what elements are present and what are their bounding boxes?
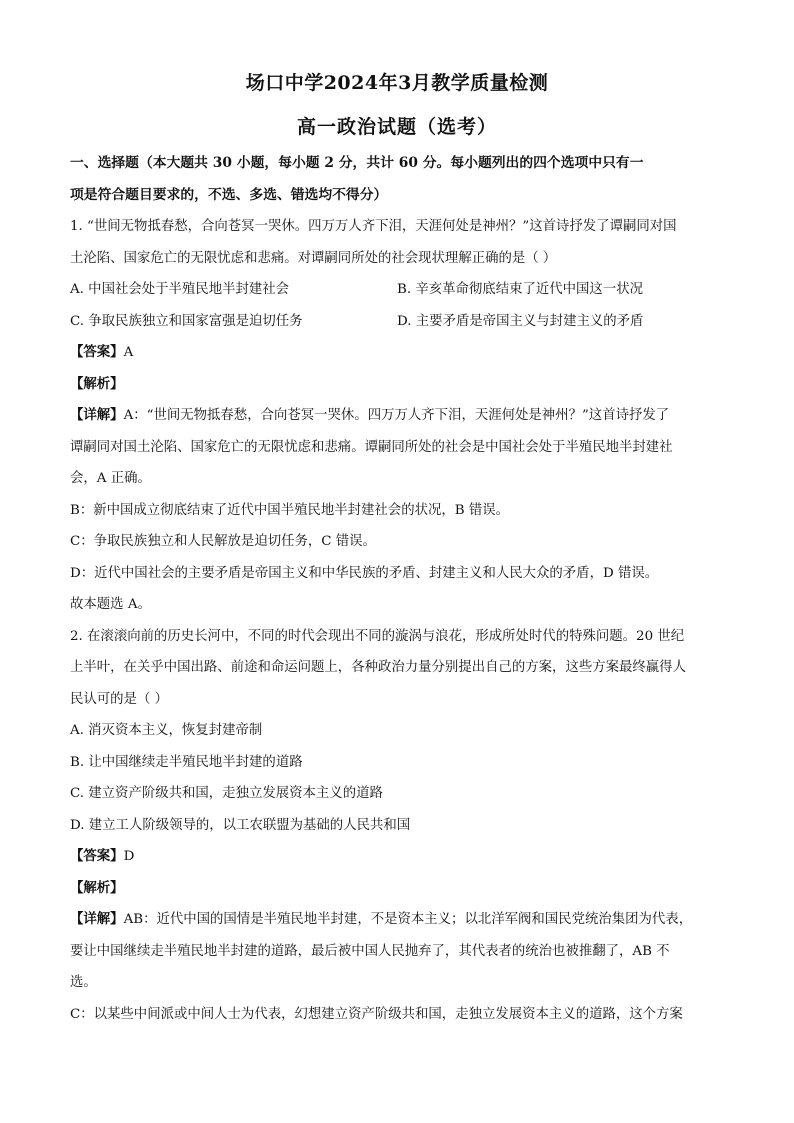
q2-detail-line-3: 选。: [70, 975, 97, 990]
q2-answer: [70, 841, 724, 873]
document-body: [70, 148, 724, 1030]
q2-detail-text-1: AB：近代中国的国情是半殖民地半封建，不是资本主义；以北洋军阀和国民党统治集团为代表，: [123, 912, 693, 927]
q2-stem-line-1: 2. 在滚滚向前的历史长河中，不同的时代会现出不同的漩涡与浪花，形成所处时代的特殊问题。20 世纪: [70, 628, 685, 644]
document-subtitle: 高一政治试题（选考）: [296, 116, 497, 138]
q1-detail-line-1: [70, 400, 724, 432]
q2-analysis-tag: 【解析】: [70, 879, 124, 896]
q1-conclusion: 故本题选 A。: [70, 597, 151, 612]
q1-detail-line-3: 会，A 正确。: [70, 471, 151, 486]
q2-option-c: C. 建立资产阶级共和国，走独立发展资本主义的道路: [70, 786, 383, 801]
q1-detail-line-2: 谭嗣同对国土沦陷、国家危亡的无限忧虑和悲痛。谭嗣同所处的社会是中国社会处于半殖民地半封建社: [70, 439, 673, 455]
q1-options-row-1: [70, 274, 724, 306]
q2-option-b: B. 让中国继续走半殖民地半封建的道路: [70, 754, 303, 770]
q2-answer-value: D: [123, 849, 135, 864]
q1-option-d: D. 主要矛盾是帝国主义与封建主义的矛盾: [397, 313, 644, 329]
q1-detail-tag: 【详解】: [70, 407, 124, 423]
q2-answer-tag: 【答案】: [70, 848, 124, 864]
q1-detail-d: D：近代中国社会的主要矛盾是帝国主义和中华民族的矛盾、封建主义和人民大众的矛盾，D 错误。: [70, 565, 659, 581]
document-title: 场口中学2024年3月教学质量检测: [245, 72, 549, 94]
q2-option-a: A. 消灭资本主义，恢复封建帝制: [70, 723, 263, 738]
q2-detail-tag: 【详解】: [70, 911, 124, 927]
q1-answer: [70, 337, 724, 369]
q1-option-c: C. 争取民族独立和国家富强是迫切任务: [70, 313, 303, 329]
q1-detail-c: C：争取民族独立和人民解放是迫切任务，C 错误。: [70, 534, 376, 549]
section-heading-line-2: 项是符合题目要求的，不选、多选、错选均不得分）: [70, 186, 388, 203]
q1-detail-text-1: A：“世间无物抵春愁，合向苍冥一哭休。四万万人齐下泪，天涯何处是神州？”这首诗抒发了: [123, 408, 670, 423]
q1-answer-tag: 【答案】: [70, 344, 124, 360]
q1-detail-b: B：新中国成立彻底结束了近代中国半殖民地半封建社会的状况，B 错误。: [70, 502, 510, 518]
q1-option-b: B. 辛亥革命彻底结束了近代中国这一状况: [397, 282, 643, 297]
q2-stem-line-3: 民认可的是（ ）: [70, 691, 168, 707]
q1-stem-line-2: 土沦陷、国家危亡的无限忧虑和悲痛。对谭嗣同所处的社会现状理解正确的是（ ）: [70, 250, 557, 266]
q2-detail-line-1: [70, 904, 724, 936]
q1-options-row-2: [70, 306, 724, 338]
q1-stem-line-1: 1. “世间无物抵春愁，合向苍冥一哭休。四万万人齐下泪，天涯何处是神州？”这首诗抒发了谭嗣同对国: [70, 219, 677, 234]
q1-analysis-tag: 【解析】: [70, 375, 124, 392]
q2-stem-line-2: 上半叶，在关乎中国出路、前途和命运问题上，各种政治力量分别提出自己的方案，这些方案最终赢得人: [70, 660, 686, 675]
q2-detail-line-4: C：以某些中间派或中间人士为代表，幻想建立资产阶级共和国，走独立发展资本主义的道路，这个方案: [70, 1006, 683, 1022]
q1-option-a: A. 中国社会处于半殖民地半封建社会: [70, 282, 290, 297]
q1-answer-value: A: [123, 345, 134, 360]
section-heading-line-1: 一、选择题（本大题共 30 小题，每小题 2 分，共计 60 分。每小题列出的四个选项中只有一: [70, 155, 644, 171]
q2-option-d: D. 建立工人阶级领导的，以工农联盟为基础的人民共和国: [70, 817, 411, 833]
q2-detail-line-2: 要让中国继续走半殖民地半封建的道路，最后被中国人民抛弃了，其代表者的统治也被推翻了，AB 不: [70, 943, 670, 959]
